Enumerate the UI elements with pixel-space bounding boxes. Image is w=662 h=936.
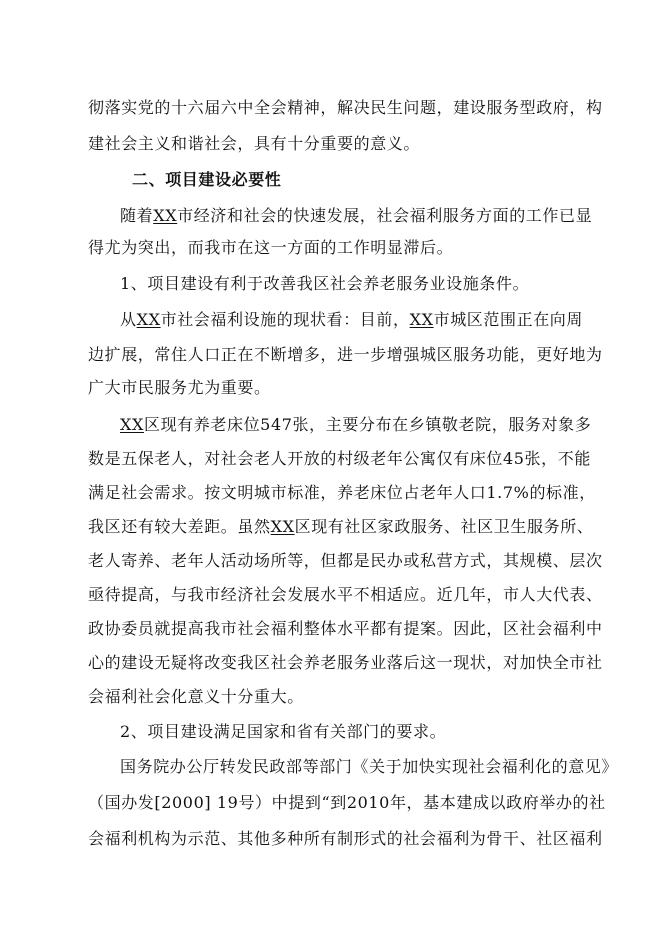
paragraph-line <box>88 653 603 673</box>
line-text: （国办发[2000] 19号）中提到“到2010年，基本建成以政府举办的社 <box>88 793 606 812</box>
line-text: 得尤为突出，而我市在这一方面的工作明显滞后。 <box>88 238 454 257</box>
placeholder-xx: XX <box>120 415 144 434</box>
placeholder-xx: XX <box>136 310 161 329</box>
paragraph-line <box>120 206 620 226</box>
paragraph-line <box>88 829 603 849</box>
paragraph-line <box>88 517 594 537</box>
line-text: 数是五保老人，对社会老人开放的村级老年公寓仅有床位45张，不能 <box>88 449 591 468</box>
paragraph-line <box>88 449 591 469</box>
paragraph-line <box>120 757 620 777</box>
paragraph-line <box>88 551 603 571</box>
line-text: 广大市民服务尤为重要。 <box>88 378 271 397</box>
line-text: 随着 <box>120 206 154 225</box>
paragraph-line <box>88 134 588 154</box>
line-text: 老人寄养、老年人活动场所等，但都是民办或私营方式，其规模、层次 <box>88 551 603 570</box>
heading-text: 二、项目建设必要性 <box>132 170 282 189</box>
paragraph-line <box>88 483 596 503</box>
line-text: 从 <box>120 310 137 329</box>
line-text: 市社会福利设施的现状看：目前， <box>160 310 410 329</box>
paragraph-line <box>88 345 603 365</box>
paragraph-line <box>88 585 603 605</box>
placeholder-xx: XX <box>270 517 295 536</box>
placeholder-xx: XX <box>153 206 178 225</box>
line-text: 政协委员就提高我市社会福利整体水平都有提案。因此，区社会福利中 <box>88 619 603 638</box>
line-text: 满足社会需求。按文明城市标准，养老床位占老年人口1.7%的标准， <box>88 483 596 502</box>
paragraph-line <box>88 619 603 639</box>
line-text: 1、项目建设有利于改善我区社会养老服务业设施条件。 <box>120 274 530 293</box>
subheading-line <box>120 722 620 742</box>
line-text: 市城区范围正在向周 <box>433 310 583 329</box>
paragraph-line <box>88 98 603 118</box>
paragraph-line <box>120 415 620 435</box>
paragraph-line <box>88 793 606 813</box>
paragraph-line <box>88 687 588 707</box>
line-text: 建社会主义和谐社会，具有十分重要的意义。 <box>88 134 421 153</box>
paragraph-line <box>88 238 588 258</box>
line-text: 边扩展，常住人口正在不断增多，进一步增强城区服务功能，更好地为 <box>88 345 603 364</box>
subheading-line <box>120 274 620 294</box>
paragraph-line <box>88 378 588 398</box>
section-heading <box>132 170 632 190</box>
placeholder-xx: XX <box>409 310 434 329</box>
line-text: 我区还有较大差距。虽然 <box>88 517 271 536</box>
line-text: 亟待提高，与我市经济社会发展水平不相适应。近几年，市人大代表、 <box>88 585 603 604</box>
line-text: 2、项目建设满足国家和省有关部门的要求。 <box>120 722 447 741</box>
paragraph-line <box>120 310 620 330</box>
line-text: 国务院办公厅转发民政部等部门《关于加快实现社会福利化的意见》 <box>120 757 619 776</box>
line-text: 区现有养老床位547张，主要分布在乡镇敬老院，服务对象多 <box>143 415 592 434</box>
line-text: 市经济和社会的快速发展，社会福利服务方面的工作已显 <box>177 206 593 225</box>
line-text: 彻落实党的十六届六中全会精神，解决民生问题，建设服务型政府，构 <box>88 98 603 117</box>
line-text: 心的建设无疑将改变我区社会养老服务业落后这一现状，对加快全市社 <box>88 653 603 672</box>
line-text: 区现有社区家政服务、社区卫生服务所、 <box>294 517 594 536</box>
line-text: 会福利机构为示范、其他多种所有制形式的社会福利为骨干、社区福利 <box>88 829 603 848</box>
line-text: 会福利社会化意义十分重大。 <box>88 687 304 706</box>
